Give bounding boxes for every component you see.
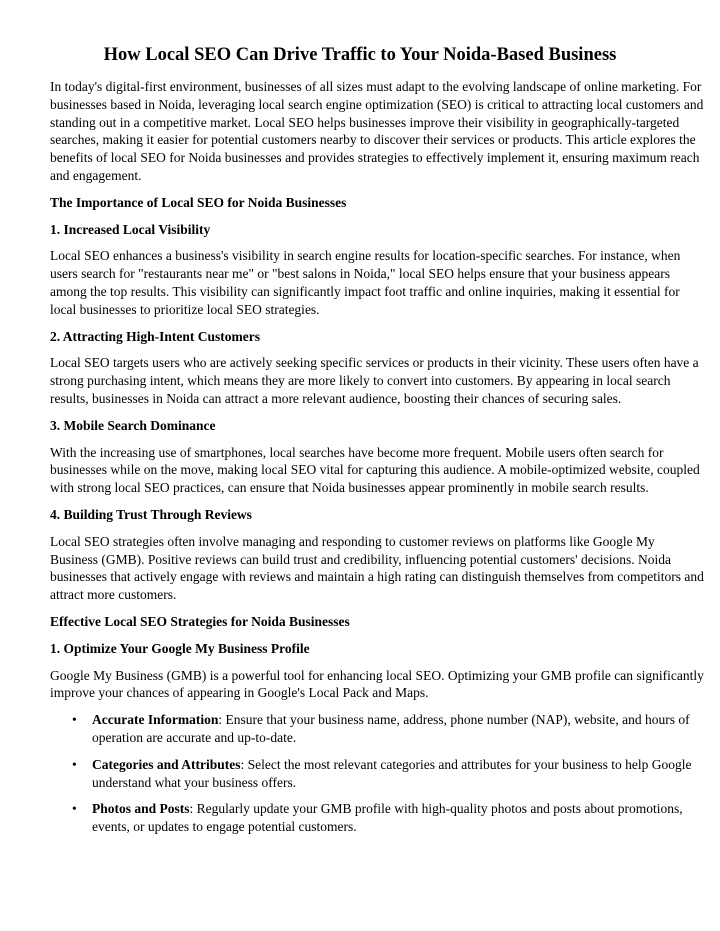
document-page bbox=[50, 44, 705, 845]
subsection-body-mobile: With the increasing use of smartphones, local searches have become more frequent. Mobile users often search for businesses while on the move, making local SEO vital for capturing this audience. A mobile-optimized website, coupled with strong local SEO practices, can ensure that Noida businesses appear prominently in mobile search results. bbox=[50, 444, 700, 496]
subsection-heading-mobile: 3. Mobile Search Dominance bbox=[50, 417, 216, 433]
bullet-icon: • bbox=[72, 801, 77, 817]
list-item-term: Photos and Posts bbox=[92, 801, 190, 817]
section-heading-strategies: Effective Local SEO Strategies for Noida Businesses bbox=[50, 613, 350, 629]
list-item-text: : Regularly update your GMB profile with high-quality photos and posts about promotions, events, or updates to engage potential customers. bbox=[92, 801, 683, 835]
intro-paragraph: In today's digital-first environment, businesses of all sizes must adapt to the evolving landscape of online marketing. For businesses based in Noida, leveraging local search engine optimization (SEO) is critical to attracting local customers and standing out in a competitive market. Local SEO helps businesses improve their visibility in geographically-targeted searches, making it easier for potential customers nearby to discover their services or products. This article explores the benefits of local SEO for Noida businesses and provides strategies to effectively implement it, ensuring maximum reach and engagement. bbox=[50, 79, 704, 183]
page-title: How Local SEO Can Drive Traffic to Your Noida-Based Business bbox=[103, 45, 617, 65]
bullet-icon: • bbox=[72, 712, 77, 728]
list-item-term: Accurate Information bbox=[92, 712, 219, 728]
list-item bbox=[50, 756, 705, 792]
bullet-icon: • bbox=[72, 756, 77, 772]
subsection-heading-high-intent: 2. Attracting High-Intent Customers bbox=[50, 328, 260, 344]
subsection-body-high-intent: Local SEO targets users who are actively seeking specific services or products in their vicinity. These users often have a strong purchasing intent, which means they are more likely to convert into customers. By appearing in local search results, businesses in Noida can attract a more relevant audience, boosting their chances of securing sales. bbox=[50, 355, 699, 406]
subsection-heading-gmb: 1. Optimize Your Google My Business Profile bbox=[50, 640, 310, 656]
subsection-heading-reviews: 4. Building Trust Through Reviews bbox=[50, 506, 252, 522]
list-item-text: : Select the most relevant categories and attributes for your business to help Google understand what your business offers. bbox=[92, 756, 692, 790]
list-item bbox=[50, 800, 705, 836]
gmb-tips-list bbox=[50, 711, 705, 836]
list-item bbox=[50, 711, 705, 747]
list-item-text: : Ensure that your business name, address, phone number (NAP), website, and hours of operation are accurate and up-to-date. bbox=[92, 712, 690, 745]
subsection-body-reviews: Local SEO strategies often involve managing and responding to customer reviews on platforms like Google My Business (GMB). Positive reviews can build trust and credibility, influencing potential customers' decisions. Noida businesses that actively engage with reviews and maintain a high rating can distinguish themselves from competitors and attract more customers. bbox=[50, 533, 704, 603]
subsection-heading-visibility: 1. Increased Local Visibility bbox=[50, 221, 211, 237]
list-item-term: Categories and Attributes bbox=[92, 756, 241, 772]
subsection-body-visibility: Local SEO enhances a business's visibility in search engine results for location-specific searches. For instance, when users search for "restaurants near me" or "best salons in Noida," local SEO helps ensure that your business appears among the top results. This visibility can significantly impact foot traffic and online inquiries, making it essential for local businesses to prioritize local SEO strategies. bbox=[50, 248, 681, 317]
section-heading-importance: The Importance of Local SEO for Noida Businesses bbox=[50, 194, 347, 210]
subsection-body-gmb: Google My Business (GMB) is a powerful tool for enhancing local SEO. Optimizing your GMB profile can significantly improve your chances of appearing in Google's Local Pack and Maps. bbox=[50, 667, 704, 701]
